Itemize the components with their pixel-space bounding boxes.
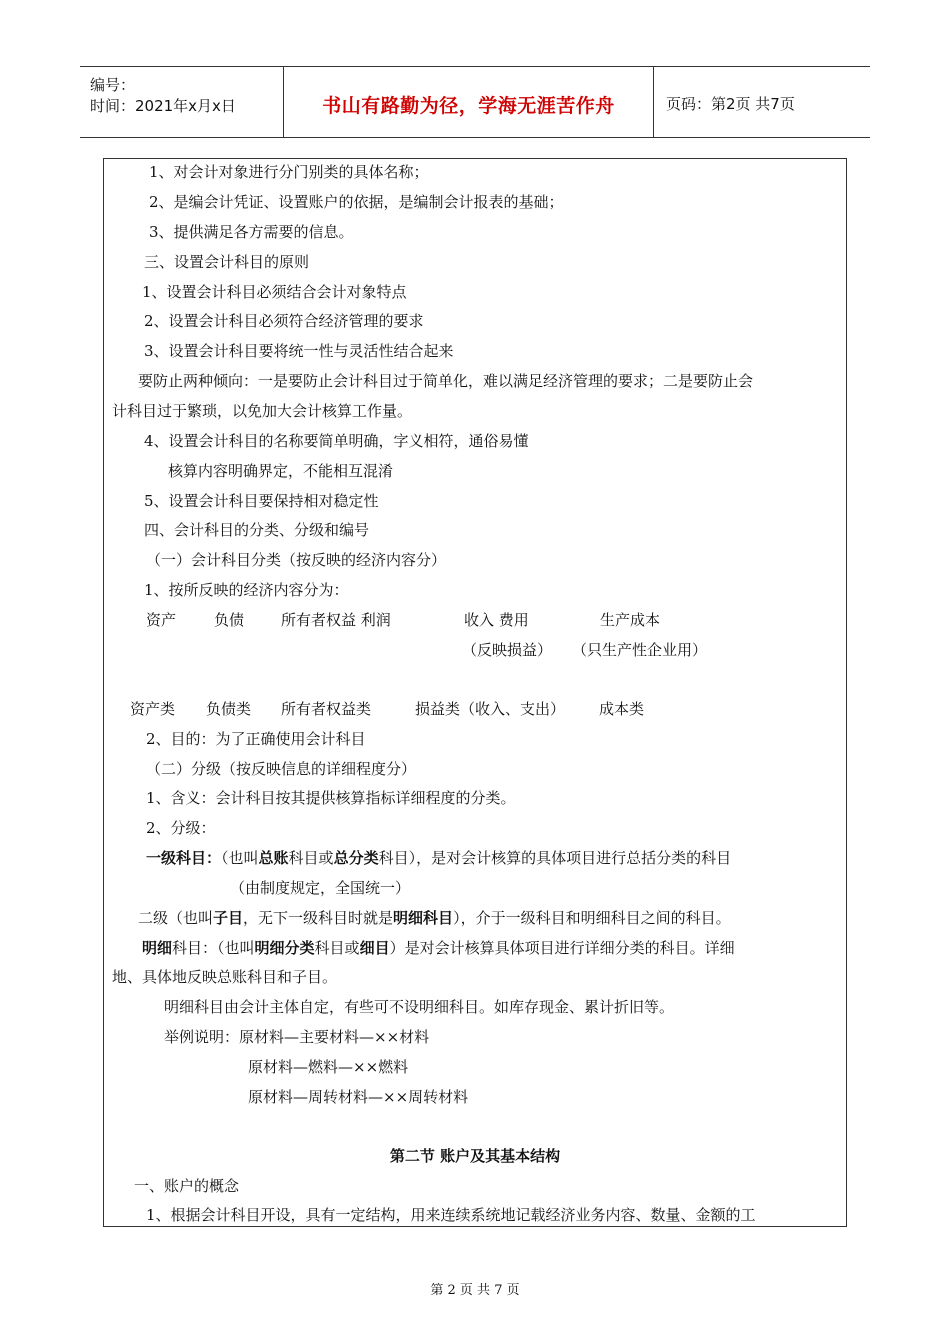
- section-heading: 三、设置会计科目的原则: [144, 253, 310, 271]
- bold-term: 明细科目: [393, 909, 454, 927]
- level2-definition: [138, 908, 731, 928]
- text-line: 2、分级：: [146, 819, 216, 837]
- text-span: （也叫: [221, 849, 259, 867]
- text-line: （一）会计科目分类（按反映的经济内容分）: [146, 551, 447, 569]
- section-heading: 一、账户的概念: [134, 1177, 240, 1195]
- text-line: 地、具体地反映总账科目和子目。: [112, 968, 338, 986]
- text-line: 1、设置会计科目必须结合会计对象特点: [142, 283, 407, 301]
- category-note: （反映损益）: [462, 641, 553, 659]
- text-line: 1、对会计对象进行分门别类的具体名称；: [149, 163, 429, 181]
- category-class: 资产类: [130, 700, 176, 718]
- text-span: ）是对会计核算具体项目进行详细分类的科目。详细: [389, 939, 735, 957]
- text-line: 1、按所反映的经济内容分为：: [144, 581, 349, 599]
- bold-term: 总分类: [333, 849, 379, 867]
- text-line: 2、目的：为了正确使用会计科目: [146, 730, 366, 748]
- text-line: 1、含义：会计科目按其提供核算指标详细程度的分类。: [146, 789, 516, 807]
- text-span: 科目：（也叫: [172, 939, 255, 957]
- text-line: 2、是编会计凭证、设置账户的依据，是编制会计报表的基础；: [149, 193, 564, 211]
- bold-term: 总账: [258, 849, 289, 867]
- category-class: 成本类: [599, 700, 645, 718]
- bold-term: 子目: [213, 909, 244, 927]
- text-line: 明细科目由会计主体自定，有些可不设明细科目。如库存现金、累计折旧等。: [164, 998, 675, 1016]
- example-line: 原材料—周转材料—××周转材料: [248, 1088, 469, 1106]
- bold-term: 明细分类: [254, 939, 315, 957]
- category-note: （只生产性企业用）: [572, 641, 708, 659]
- category-class: 所有者权益类: [281, 700, 372, 718]
- bold-term: 明细: [142, 939, 173, 957]
- category-item: 所有者权益 利润: [281, 611, 391, 629]
- example-line: 原材料—燃料—××燃料: [248, 1058, 409, 1076]
- text-span: 科目），是对会计核算的具体项目进行总括分类的科目: [378, 849, 732, 867]
- text-line: 5、设置会计科目要保持相对稳定性: [144, 492, 379, 510]
- text-line: 4、设置会计科目的名称要简单明确，字义相符，通俗易懂: [144, 432, 529, 450]
- motto-text: 书山有路勤为径，学海无涯苦作舟: [322, 95, 615, 117]
- text-span: 科目或: [288, 849, 334, 867]
- category-item: 资产: [146, 611, 177, 629]
- category-class: 负债类: [206, 700, 252, 718]
- bold-term: 一级科目：: [146, 849, 222, 867]
- category-class: 损益类（收入、支出）: [415, 700, 566, 718]
- section-heading: 四、会计科目的分类、分级和编号: [144, 521, 370, 539]
- text-span: 二级（也叫: [138, 909, 214, 927]
- category-item: 生产成本: [600, 611, 661, 629]
- text-line: 核算内容明确界定，不能相互混淆: [168, 462, 394, 480]
- level1-definition: [146, 848, 731, 868]
- example-line: 举例说明：原材料—主要材料—××材料: [164, 1028, 430, 1046]
- bold-term: 细目: [359, 939, 390, 957]
- text-span: ，无下一级科目时就是: [243, 909, 394, 927]
- header-motto-cell: [284, 67, 654, 137]
- header-meta-cell: [80, 67, 284, 137]
- category-item: 负债: [214, 611, 245, 629]
- detail-definition: [142, 938, 735, 958]
- header-table: [80, 66, 870, 138]
- text-line: 要防止两种倾向：一是要防止会计科目过于简单化，难以满足经济管理的要求；二是要防止会: [138, 372, 754, 390]
- section-title: 第二节 账户及其基本结构: [389, 1147, 561, 1165]
- text-span: 科目或: [314, 939, 360, 957]
- header-page-cell: [654, 67, 870, 137]
- text-line: （二）分级（按反映信息的详细程度分）: [146, 760, 417, 778]
- serial-label: 编号：: [90, 76, 136, 94]
- page-footer: 第 2 页 共 7 页: [430, 1283, 520, 1298]
- category-item: 收入 费用: [464, 611, 529, 629]
- text-span: ），介于一级科目和明细科目之间的科目。: [453, 909, 731, 927]
- text-line: 3、设置会计科目要将统一性与灵活性结合起来: [144, 342, 454, 360]
- text-line: 2、设置会计科目必须符合经济管理的要求: [144, 312, 424, 330]
- text-line: 3、提供满足各方需要的信息。: [149, 223, 354, 241]
- date-label: 时间：2021年x月x日: [90, 97, 236, 115]
- text-line: 1、根据会计科目开设，具有一定结构，用来连续系统地记载经济业务内容、数量、金额的工: [146, 1206, 756, 1224]
- text-line: 计科目过于繁琐，以免加大会计核算工作量。: [112, 402, 413, 420]
- page-info: 页码：第2页 共7页: [666, 95, 795, 113]
- content-box: [103, 158, 847, 1227]
- text-line: （由制度规定，全国统一）: [230, 879, 411, 897]
